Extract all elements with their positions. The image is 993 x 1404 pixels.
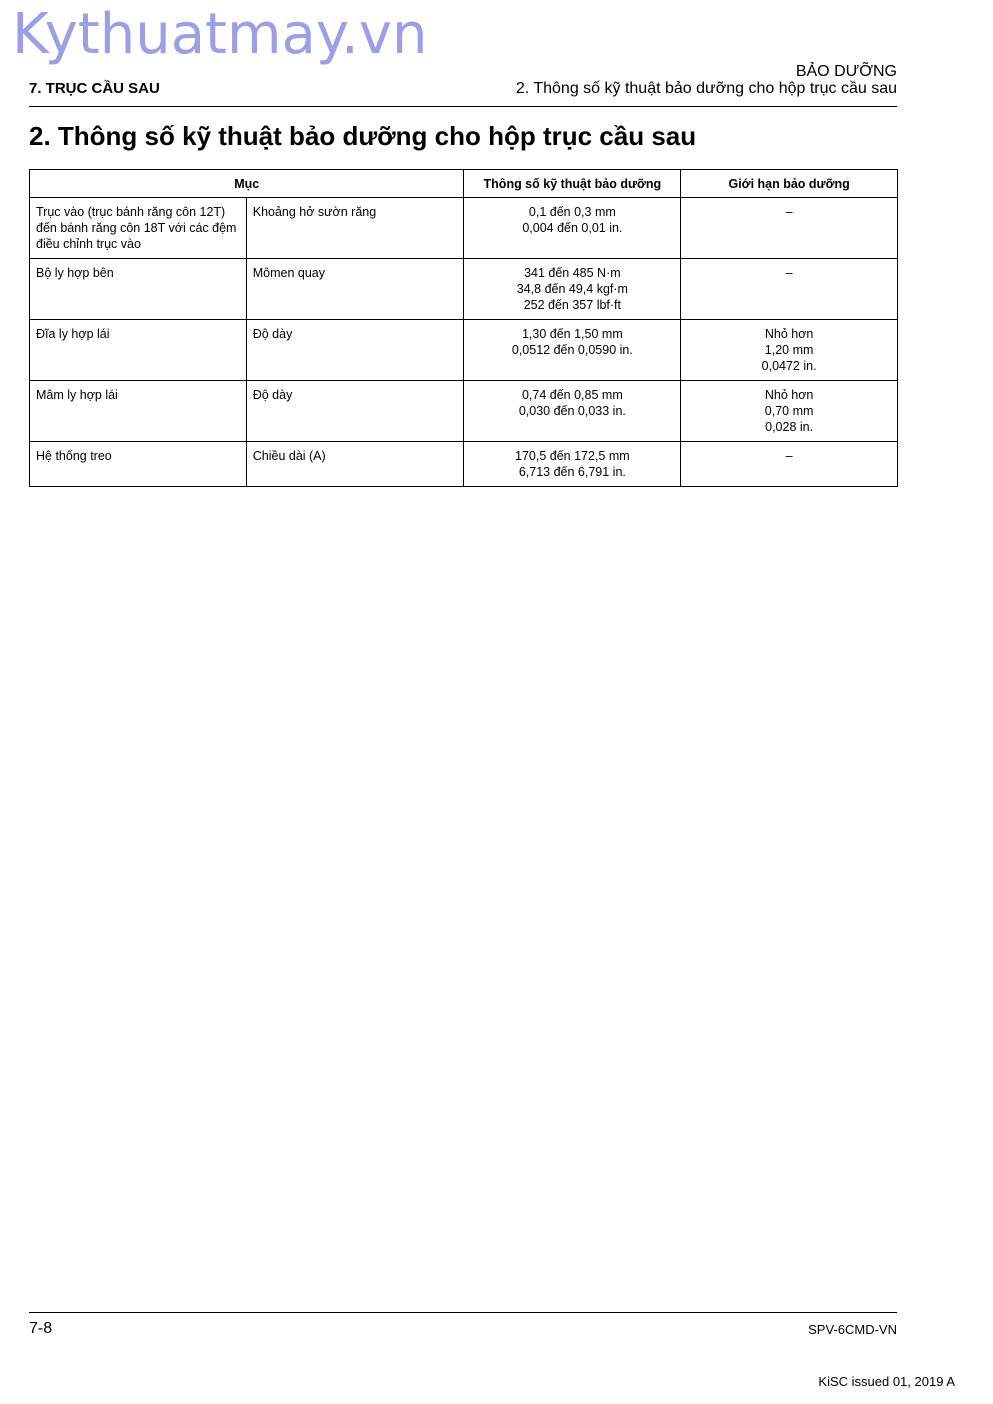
- limit-line: Nhỏ hơn: [764, 388, 814, 402]
- limit-line: 0,028 in.: [765, 420, 814, 434]
- footer-divider: [29, 1312, 897, 1313]
- limit-line: –: [785, 449, 793, 463]
- spec-line: 170,5 đến 172,5 mm: [515, 449, 630, 463]
- limit-line: 0,70 mm: [764, 404, 814, 418]
- row-param: Độ dày: [246, 320, 464, 381]
- row-spec: [464, 442, 681, 487]
- spec-line: 6,713 đến 6,791 in.: [518, 465, 626, 479]
- table-row: [30, 320, 898, 381]
- table-row: [30, 442, 898, 487]
- page-number: 7-8: [29, 1320, 53, 1337]
- table-header-row: [30, 170, 898, 198]
- spec-line: 0,004 đến 0,01 in.: [522, 221, 623, 235]
- spec-line: 34,8 đến 49,4 kgf·m: [516, 282, 628, 296]
- spec-line: 341 đến 485 N·m: [524, 266, 621, 280]
- header-divider: [29, 106, 897, 107]
- spec-line: 0,74 đến 0,85 mm: [521, 388, 623, 402]
- row-param: Khoảng hở sườn răng: [246, 198, 464, 259]
- page-title: 2. Thông số kỹ thuật bảo dưỡng cho hộp trục cầu sau: [29, 121, 697, 151]
- row-spec: [464, 381, 681, 442]
- spec-line: 0,030 đến 0,033 in.: [518, 404, 626, 418]
- row-limit: [681, 442, 898, 487]
- watermark-logo: Kythuatmay.vn: [12, 2, 428, 67]
- row-item: Bộ ly hợp bên: [30, 259, 247, 320]
- header-limit: Giới hạn bảo dưỡng: [681, 170, 898, 198]
- row-spec: [464, 198, 681, 259]
- spec-line: 0,0512 đến 0,0590 in.: [511, 343, 633, 357]
- spec-line: 1,30 đến 1,50 mm: [521, 327, 623, 341]
- limit-line: –: [785, 266, 793, 280]
- row-item: Đĩa ly hợp lái: [30, 320, 247, 381]
- row-item: Mâm ly hợp lái: [30, 381, 247, 442]
- row-param: Mômen quay: [246, 259, 464, 320]
- document-code: SPV-6CMD-VN: [808, 1322, 897, 1337]
- header-subsection: 2. Thông số kỹ thuật bảo dưỡng cho hộp trục cầu sau: [515, 80, 897, 97]
- header-item: Mục: [30, 170, 464, 198]
- header-spec: Thông số kỹ thuật bảo dưỡng: [464, 170, 681, 198]
- row-limit: [681, 259, 898, 320]
- row-limit: [681, 381, 898, 442]
- spec-line: 252 đến 357 lbf·ft: [523, 298, 621, 312]
- table-row: [30, 259, 898, 320]
- row-limit: [681, 320, 898, 381]
- limit-line: 0,0472 in.: [761, 359, 817, 373]
- row-item: Hệ thống treo: [30, 442, 247, 487]
- table-row: [30, 198, 898, 259]
- limit-line: Nhỏ hơn: [764, 327, 814, 341]
- row-param: Chiều dài (A): [246, 442, 464, 487]
- limit-line: –: [785, 205, 793, 219]
- issue-note: KiSC issued 01, 2019 A: [818, 1374, 955, 1389]
- header-section: 7. TRỤC CẦU SAU: [29, 80, 160, 97]
- limit-line: 1,20 mm: [764, 343, 814, 357]
- spec-line: 0,1 đến 0,3 mm: [528, 205, 616, 219]
- row-limit: [681, 198, 898, 259]
- row-item: Trục vào (trục bánh răng côn 12T) đến bánh răng côn 18T với các đệm điều chỉnh trục vào: [30, 198, 247, 259]
- row-spec: [464, 259, 681, 320]
- table-row: [30, 381, 898, 442]
- header-category: BẢO DƯỠNG: [795, 63, 897, 80]
- row-param: Độ dày: [246, 381, 464, 442]
- row-spec: [464, 320, 681, 381]
- spec-table: [29, 169, 898, 487]
